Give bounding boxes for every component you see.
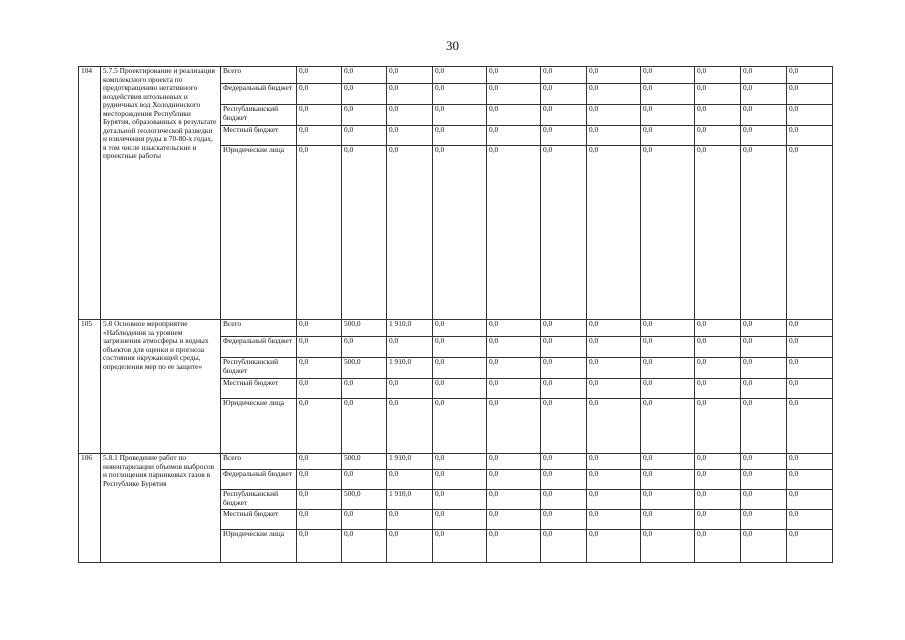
table-row bbox=[79, 320, 833, 337]
value-cell: 0,0 bbox=[487, 84, 541, 105]
value-cell: 0,0 bbox=[487, 105, 541, 126]
value-cell: 0,0 bbox=[587, 530, 641, 563]
value-cell: 0,0 bbox=[695, 490, 741, 510]
value-cell: 0,0 bbox=[433, 399, 487, 454]
value-cell: 0,0 bbox=[487, 454, 541, 470]
value-cell: 0,0 bbox=[741, 399, 787, 454]
value-cell: 0,0 bbox=[342, 510, 387, 530]
funding-source: Местный бюджет bbox=[221, 379, 297, 399]
value-cell: 0,0 bbox=[587, 67, 641, 84]
value-cell: 0,0 bbox=[695, 454, 741, 470]
value-cell: 0,0 bbox=[695, 84, 741, 105]
value-cell: 0,0 bbox=[587, 126, 641, 146]
value-cell: 0,0 bbox=[297, 454, 342, 470]
value-cell: 500,0 bbox=[342, 454, 387, 470]
value-cell: 0,0 bbox=[433, 84, 487, 105]
value-cell: 0,0 bbox=[787, 126, 833, 146]
value-cell: 0,0 bbox=[741, 337, 787, 358]
value-cell: 0,0 bbox=[787, 67, 833, 84]
value-cell: 0,0 bbox=[587, 490, 641, 510]
value-cell: 1 910,0 bbox=[387, 358, 433, 379]
value-cell: 0,0 bbox=[641, 470, 695, 490]
value-cell: 0,0 bbox=[787, 105, 833, 126]
funding-source: Местный бюджет bbox=[221, 510, 297, 530]
value-cell: 1 910,0 bbox=[387, 454, 433, 470]
value-cell: 0,0 bbox=[541, 490, 587, 510]
value-cell: 0,0 bbox=[741, 84, 787, 105]
value-cell: 0,0 bbox=[297, 470, 342, 490]
funding-source: Федеральный бюджет bbox=[221, 337, 297, 358]
value-cell: 0,0 bbox=[487, 530, 541, 563]
value-cell: 0,0 bbox=[741, 67, 787, 84]
value-cell: 0,0 bbox=[541, 126, 587, 146]
row-number: 105 bbox=[79, 320, 101, 454]
value-cell: 0,0 bbox=[342, 399, 387, 454]
value-cell: 0,0 bbox=[741, 126, 787, 146]
value-cell: 0,0 bbox=[387, 510, 433, 530]
funding-source: Юридические лица bbox=[221, 530, 297, 563]
page-number: 30 bbox=[446, 38, 459, 53]
value-cell: 0,0 bbox=[541, 105, 587, 126]
value-cell: 0,0 bbox=[787, 510, 833, 530]
value-cell: 0,0 bbox=[787, 530, 833, 563]
value-cell: 0,0 bbox=[541, 379, 587, 399]
value-cell: 0,0 bbox=[387, 146, 433, 320]
value-cell: 0,0 bbox=[787, 399, 833, 454]
value-cell: 0,0 bbox=[587, 510, 641, 530]
value-cell: 0,0 bbox=[297, 320, 342, 337]
value-cell: 0,0 bbox=[342, 530, 387, 563]
value-cell: 0,0 bbox=[695, 126, 741, 146]
value-cell: 0,0 bbox=[433, 126, 487, 146]
value-cell: 0,0 bbox=[297, 530, 342, 563]
value-cell: 0,0 bbox=[695, 470, 741, 490]
value-cell: 0,0 bbox=[387, 105, 433, 126]
value-cell: 0,0 bbox=[587, 146, 641, 320]
value-cell: 0,0 bbox=[433, 358, 487, 379]
value-cell: 0,0 bbox=[487, 470, 541, 490]
funding-source: Федеральный бюджет bbox=[221, 84, 297, 105]
value-cell: 0,0 bbox=[641, 337, 695, 358]
value-cell: 0,0 bbox=[342, 146, 387, 320]
funding-source: Всего bbox=[221, 320, 297, 337]
value-cell: 0,0 bbox=[741, 320, 787, 337]
value-cell: 0,0 bbox=[487, 320, 541, 337]
value-cell: 0,0 bbox=[487, 126, 541, 146]
value-cell: 0,0 bbox=[641, 399, 695, 454]
value-cell: 0,0 bbox=[641, 84, 695, 105]
value-cell: 1 910,0 bbox=[387, 320, 433, 337]
value-cell: 0,0 bbox=[433, 379, 487, 399]
funding-source: Всего bbox=[221, 67, 297, 84]
funding-source: Местный бюджет bbox=[221, 126, 297, 146]
value-cell: 0,0 bbox=[541, 67, 587, 84]
value-cell: 0,0 bbox=[695, 379, 741, 399]
value-cell: 0,0 bbox=[787, 320, 833, 337]
value-cell: 0,0 bbox=[541, 358, 587, 379]
value-cell: 0,0 bbox=[297, 379, 342, 399]
value-cell: 0,0 bbox=[387, 470, 433, 490]
value-cell: 500,0 bbox=[342, 320, 387, 337]
activity-name: 5.7.5 Проектирование и реализация комплексного проекта по предотвращению негативного воздействия штольневых и рудничных вод Холоднинского месторождения Республики Бурятия, образованных в результате детальной геологической разведки и извлечения руды в 70-80-х годах, в том числе изыскательские и проектные работы bbox=[101, 67, 221, 320]
value-cell: 0,0 bbox=[541, 337, 587, 358]
value-cell: 0,0 bbox=[387, 84, 433, 105]
value-cell: 0,0 bbox=[433, 337, 487, 358]
value-cell: 0,0 bbox=[587, 320, 641, 337]
value-cell: 500,0 bbox=[342, 358, 387, 379]
table-row bbox=[79, 454, 833, 470]
value-cell: 0,0 bbox=[342, 379, 387, 399]
table-body bbox=[79, 67, 833, 563]
funding-source: Всего bbox=[221, 454, 297, 470]
value-cell: 0,0 bbox=[541, 530, 587, 563]
value-cell: 0,0 bbox=[487, 399, 541, 454]
value-cell: 0,0 bbox=[342, 105, 387, 126]
value-cell: 0,0 bbox=[433, 470, 487, 490]
value-cell: 0,0 bbox=[787, 454, 833, 470]
value-cell: 0,0 bbox=[487, 67, 541, 84]
value-cell: 0,0 bbox=[641, 105, 695, 126]
activity-name: 5.8 Основное мероприятие «Наблюдения за уровнем загрязнения атмосферы и водных объектов для оценки и прогноза состояния окружающей среды, определения мер по ее защите» bbox=[101, 320, 221, 454]
value-cell: 0,0 bbox=[433, 67, 487, 84]
value-cell: 0,0 bbox=[641, 490, 695, 510]
value-cell: 0,0 bbox=[541, 470, 587, 490]
value-cell: 0,0 bbox=[741, 490, 787, 510]
value-cell: 0,0 bbox=[541, 510, 587, 530]
value-cell: 0,0 bbox=[342, 337, 387, 358]
value-cell: 0,0 bbox=[433, 454, 487, 470]
value-cell: 0,0 bbox=[741, 358, 787, 379]
value-cell: 0,0 bbox=[587, 84, 641, 105]
value-cell: 0,0 bbox=[741, 510, 787, 530]
value-cell: 0,0 bbox=[297, 510, 342, 530]
value-cell: 0,0 bbox=[297, 146, 342, 320]
value-cell: 0,0 bbox=[787, 470, 833, 490]
funding-source: Республиканский бюджет bbox=[221, 105, 297, 126]
value-cell: 0,0 bbox=[695, 399, 741, 454]
value-cell: 0,0 bbox=[297, 126, 342, 146]
value-cell: 0,0 bbox=[342, 67, 387, 84]
value-cell: 0,0 bbox=[741, 105, 787, 126]
value-cell: 0,0 bbox=[741, 530, 787, 563]
value-cell: 0,0 bbox=[297, 105, 342, 126]
value-cell: 0,0 bbox=[342, 126, 387, 146]
value-cell: 0,0 bbox=[587, 470, 641, 490]
value-cell: 0,0 bbox=[387, 399, 433, 454]
value-cell: 0,0 bbox=[541, 146, 587, 320]
value-cell: 0,0 bbox=[641, 454, 695, 470]
value-cell: 0,0 bbox=[787, 337, 833, 358]
value-cell: 0,0 bbox=[433, 490, 487, 510]
value-cell: 0,0 bbox=[587, 379, 641, 399]
value-cell: 0,0 bbox=[741, 470, 787, 490]
value-cell: 0,0 bbox=[487, 510, 541, 530]
value-cell: 0,0 bbox=[641, 67, 695, 84]
value-cell: 0,0 bbox=[641, 146, 695, 320]
value-cell: 0,0 bbox=[487, 358, 541, 379]
value-cell: 0,0 bbox=[587, 105, 641, 126]
value-cell: 0,0 bbox=[695, 510, 741, 530]
value-cell: 0,0 bbox=[342, 470, 387, 490]
value-cell: 0,0 bbox=[541, 399, 587, 454]
value-cell: 0,0 bbox=[487, 146, 541, 320]
value-cell: 0,0 bbox=[541, 84, 587, 105]
value-cell: 0,0 bbox=[641, 510, 695, 530]
value-cell: 0,0 bbox=[741, 379, 787, 399]
value-cell: 0,0 bbox=[741, 454, 787, 470]
value-cell: 0,0 bbox=[433, 146, 487, 320]
activity-name: 5.8.1 Проведение работ по инвентаризации объемов выбросов и поглощения парниковых газов в Республике Бурятия bbox=[101, 454, 221, 563]
value-cell: 0,0 bbox=[387, 337, 433, 358]
value-cell: 0,0 bbox=[695, 358, 741, 379]
funding-source: Юридические лица bbox=[221, 399, 297, 454]
value-cell: 0,0 bbox=[641, 379, 695, 399]
value-cell: 500,0 bbox=[342, 490, 387, 510]
value-cell: 0,0 bbox=[297, 84, 342, 105]
value-cell: 0,0 bbox=[641, 358, 695, 379]
value-cell: 0,0 bbox=[387, 379, 433, 399]
value-cell: 0,0 bbox=[541, 454, 587, 470]
funding-source: Федеральный бюджет bbox=[221, 470, 297, 490]
value-cell: 0,0 bbox=[695, 67, 741, 84]
value-cell: 0,0 bbox=[587, 399, 641, 454]
value-cell: 0,0 bbox=[587, 337, 641, 358]
value-cell: 0,0 bbox=[487, 490, 541, 510]
value-cell: 0,0 bbox=[297, 67, 342, 84]
value-cell: 0,0 bbox=[487, 337, 541, 358]
budget-table bbox=[78, 66, 833, 563]
funding-source: Республиканский бюджет bbox=[221, 358, 297, 379]
value-cell: 1 910,0 bbox=[387, 490, 433, 510]
value-cell: 0,0 bbox=[787, 358, 833, 379]
table-row bbox=[79, 67, 833, 84]
value-cell: 0,0 bbox=[741, 146, 787, 320]
value-cell: 0,0 bbox=[297, 358, 342, 379]
value-cell: 0,0 bbox=[787, 146, 833, 320]
value-cell: 0,0 bbox=[587, 454, 641, 470]
funding-source: Юридические лица bbox=[221, 146, 297, 320]
value-cell: 0,0 bbox=[787, 379, 833, 399]
value-cell: 0,0 bbox=[297, 399, 342, 454]
value-cell: 0,0 bbox=[433, 320, 487, 337]
value-cell: 0,0 bbox=[387, 126, 433, 146]
value-cell: 0,0 bbox=[695, 105, 741, 126]
value-cell: 0,0 bbox=[641, 320, 695, 337]
value-cell: 0,0 bbox=[587, 358, 641, 379]
value-cell: 0,0 bbox=[342, 84, 387, 105]
value-cell: 0,0 bbox=[641, 530, 695, 563]
value-cell: 0,0 bbox=[695, 530, 741, 563]
value-cell: 0,0 bbox=[787, 84, 833, 105]
value-cell: 0,0 bbox=[787, 490, 833, 510]
value-cell: 0,0 bbox=[433, 530, 487, 563]
value-cell: 0,0 bbox=[433, 510, 487, 530]
value-cell: 0,0 bbox=[695, 146, 741, 320]
value-cell: 0,0 bbox=[297, 337, 342, 358]
value-cell: 0,0 bbox=[541, 320, 587, 337]
value-cell: 0,0 bbox=[387, 67, 433, 84]
value-cell: 0,0 bbox=[433, 105, 487, 126]
row-number: 104 bbox=[79, 67, 101, 320]
funding-source: Республиканский бюджет bbox=[221, 490, 297, 510]
row-number: 106 bbox=[79, 454, 101, 563]
value-cell: 0,0 bbox=[695, 320, 741, 337]
value-cell: 0,0 bbox=[641, 126, 695, 146]
value-cell: 0,0 bbox=[387, 530, 433, 563]
value-cell: 0,0 bbox=[487, 379, 541, 399]
value-cell: 0,0 bbox=[695, 337, 741, 358]
value-cell: 0,0 bbox=[297, 490, 342, 510]
